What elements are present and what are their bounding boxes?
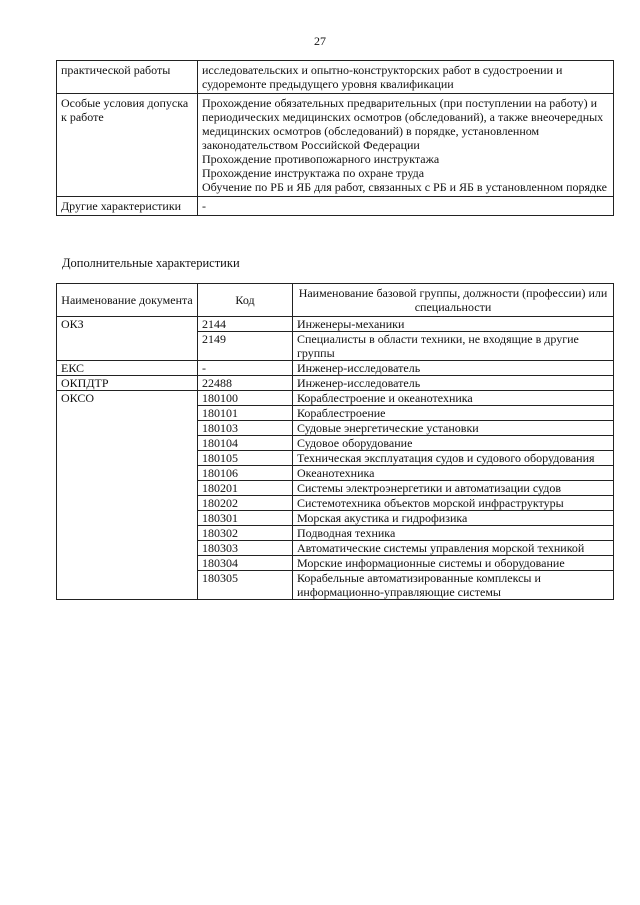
name-cell: Корабельные автоматизированные комплексы и информационно-управляющие системы [293,571,614,600]
document-cell [57,481,198,496]
name-cell: Техническая эксплуатация судов и судового оборудования [293,451,614,466]
row-line: - [202,199,206,213]
name-cell: Судовые энергетические установки [293,421,614,436]
code-cell: 180305 [198,571,293,600]
row-value [198,197,614,216]
document-cell: ОКЗ [57,317,198,332]
row-label: Другие характеристики [57,197,198,216]
table-row [57,376,614,391]
table-row [57,436,614,451]
code-cell: 180106 [198,466,293,481]
code-cell: 180304 [198,556,293,571]
row-value [198,94,614,197]
qualification-table [56,60,614,216]
row-line: Прохождение противопожарного инструктажа [202,152,440,166]
code-cell: 2149 [198,332,293,361]
code-cell: 180105 [198,451,293,466]
table-row [57,556,614,571]
code-cell: 2144 [198,317,293,332]
code-cell: 180100 [198,391,293,406]
document-cell [57,451,198,466]
name-cell: Подводная техника [293,526,614,541]
row-value [198,61,614,94]
additional-characteristics-table [56,283,614,600]
name-cell: Специалисты в области техники, не входящие в другие группы [293,332,614,361]
table-row [57,406,614,421]
document-cell [57,466,198,481]
table-header-row [57,284,614,317]
name-cell: Морская акустика и гидрофизика [293,511,614,526]
table-row [57,317,614,332]
table-row [57,391,614,406]
code-cell: 180101 [198,406,293,421]
name-cell: Океанотехника [293,466,614,481]
code-cell: 180301 [198,511,293,526]
code-cell: - [198,361,293,376]
document-cell [57,496,198,511]
column-header-document: Наименование документа [57,284,198,317]
table-row [57,361,614,376]
row-label: практической работы [57,61,198,94]
name-cell: Кораблестроение [293,406,614,421]
name-cell: Инженер-исследователь [293,361,614,376]
document-cell: ЕКС [57,361,198,376]
table-row [57,332,614,361]
row-line: Прохождение обязательных предварительных (при поступлении на работу) и периодических медицинских осмотров (обследований), а также внеочередных медицинских осмотров (обследований) в порядке, установленном законодательством Российской Федерации [202,96,604,152]
page-number: 27 [314,34,326,48]
document-cell [57,556,198,571]
code-cell: 180302 [198,526,293,541]
row-line: исследовательских и опытно-конструкторских работ в судостроении и судоремонте предыдущего уровня квалификации [202,63,563,91]
document-cell [57,511,198,526]
table-row [57,481,614,496]
document-cell [57,571,198,600]
row-line: Обучение по РБ и ЯБ для работ, связанных с РБ и ЯБ в установленном порядке [202,180,607,194]
additional-characteristics-title: Дополнительные характеристики [62,256,240,270]
table-row [57,571,614,600]
table-row [57,94,614,197]
code-cell: 180201 [198,481,293,496]
table-row [57,496,614,511]
table-row [57,197,614,216]
code-cell: 180103 [198,421,293,436]
document-cell [57,332,198,361]
code-cell: 180202 [198,496,293,511]
column-header-code: Код [198,284,293,317]
name-cell: Системы электроэнергетики и автоматизации судов [293,481,614,496]
name-cell: Системотехника объектов морской инфраструктуры [293,496,614,511]
code-cell: 180303 [198,541,293,556]
document-cell [57,421,198,436]
document-cell: ОКПДТР [57,376,198,391]
table-row [57,61,614,94]
row-label: Особые условия допуска к работе [57,94,198,197]
row-line: Прохождение инструктажа по охране труда [202,166,425,180]
name-cell: Автоматические системы управления морской техникой [293,541,614,556]
code-cell: 180104 [198,436,293,451]
document-cell [57,436,198,451]
document-cell: ОКСО [57,391,198,406]
name-cell: Инженер-исследователь [293,376,614,391]
name-cell: Инженеры-механики [293,317,614,332]
name-cell: Судовое оборудование [293,436,614,451]
table-row [57,421,614,436]
code-cell: 22488 [198,376,293,391]
table-row [57,526,614,541]
table-row [57,511,614,526]
name-cell: Кораблестроение и океанотехника [293,391,614,406]
document-cell [57,526,198,541]
table-row [57,451,614,466]
additional-table-body [57,317,614,600]
document-cell [57,541,198,556]
document-cell [57,406,198,421]
table-row [57,466,614,481]
table-row [57,541,614,556]
column-header-name: Наименование базовой группы, должности (профессии) или специальности [293,284,614,317]
name-cell: Морские информационные системы и оборудование [293,556,614,571]
